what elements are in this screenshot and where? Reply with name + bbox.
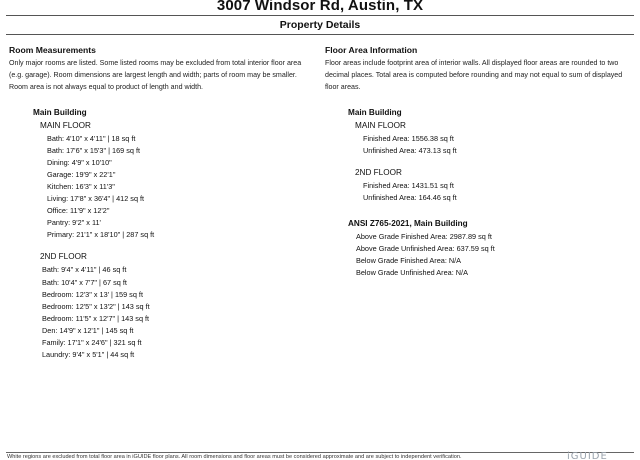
floor-area-section	[325, 44, 630, 279]
second-floor-rooms	[40, 251, 309, 361]
footer-disclaimer: White regions are excluded from total floor area in iGUIDE floor plans. All room dimensions and floor areas must be considered approximate and are subject to independent verification.	[7, 454, 462, 460]
room-row: Office: 11'9" x 12'2"	[47, 206, 110, 216]
page-title: 3007 Windsor Rd, Austin, TX	[216, 0, 424, 14]
floor-heading: 2ND FLOOR	[40, 252, 87, 262]
area-row: Above Grade Finished Area: 2987.89 sq ft	[356, 231, 492, 241]
room-row: Pantry: 9'2" x 11'	[47, 218, 101, 228]
subtitle-divider	[6, 34, 634, 35]
room-row: Den: 14'9" x 12'1" | 145 sq ft	[42, 325, 134, 335]
room-measurements-heading: Room Measurements	[9, 45, 96, 55]
note-line: Floor areas include footprint area of interior walls. All displayed floor areas are rounded to two	[325, 59, 619, 67]
main-floor-areas	[355, 120, 630, 157]
room-row: Laundry: 9'4" x 5'1" | 44 sq ft	[42, 350, 135, 360]
floor-heading: MAIN FLOOR	[355, 120, 406, 130]
room-measurements-section	[9, 44, 309, 361]
area-row: Unfinished Area: 473.13 sq ft	[363, 145, 457, 155]
floor-heading: MAIN FLOOR	[40, 120, 91, 130]
area-row: Below Grade Finished Area: N/A	[356, 256, 462, 266]
floor-area-notes	[325, 57, 630, 94]
note-line: Room area is not always equal to product of length and width.	[9, 83, 204, 92]
main-floor-rooms	[40, 120, 309, 242]
note-line: decimal places. Total area is computed before rounding and may not equal to sum of displayed	[325, 71, 623, 80]
ansi-heading: ANSI Z765-2021, Main Building	[348, 218, 468, 228]
room-row: Bedroom: 12'3" x 13' | 159 sq ft	[42, 289, 143, 299]
title-divider	[6, 15, 634, 16]
room-row: Bedroom: 11'5" x 12'7" | 143 sq ft	[42, 313, 150, 323]
footer-divider	[6, 452, 634, 453]
floor-area-heading: Floor Area Information	[325, 45, 418, 55]
room-row: Bath: 10'4" x 7'7" | 67 sq ft	[42, 277, 127, 287]
room-measurements-notes	[9, 57, 309, 94]
area-row: Above Grade Unfinished Area: 637.59 sq ft	[356, 244, 495, 254]
room-row: Family: 17'1" x 24'6" | 321 sq ft	[42, 338, 142, 348]
area-row: Finished Area: 1431.51 sq ft	[363, 180, 454, 190]
room-row: Living: 17'8" x 36'4" | 412 sq ft	[47, 194, 145, 204]
page-subtitle: Property Details	[279, 19, 361, 31]
room-row: Kitchen: 16'3" x 11'3"	[47, 181, 115, 191]
note-line: floor areas.	[325, 83, 361, 92]
room-row: Bath: 4'10" x 4'11" | 18 sq ft	[47, 133, 136, 143]
room-row: Primary: 21'1" x 18'10" | 287 sq ft	[47, 230, 155, 240]
ansi-areas	[356, 231, 630, 279]
building-heading: Main Building	[348, 107, 402, 117]
building-heading: Main Building	[33, 107, 87, 117]
room-row: Bedroom: 12'5" x 13'2" | 143 sq ft	[42, 301, 150, 311]
note-line: Only major rooms are listed. Some listed rooms may be excluded from total interior floor area	[9, 59, 302, 67]
room-row: Bath: 17'6" x 15'3" | 169 sq ft	[47, 145, 141, 155]
room-row: Bath: 9'4" x 4'11" | 46 sq ft	[42, 265, 127, 275]
second-floor-areas	[355, 167, 630, 204]
area-row: Finished Area: 1556.38 sq ft	[363, 133, 454, 143]
room-row: Garage: 19'9" x 22'1"	[47, 169, 116, 179]
room-row: Dining: 4'9" x 10'10"	[47, 157, 112, 167]
area-row: Unfinished Area: 164.46 sq ft	[363, 192, 457, 202]
floor-heading: 2ND FLOOR	[355, 167, 402, 177]
iguide-logo: iGUIDE	[567, 451, 608, 460]
note-line: (e.g. garage). Room dimensions are largest length and width; parts of room may be smaller.	[9, 71, 297, 80]
area-row: Below Grade Unfinished Area: N/A	[356, 268, 468, 278]
